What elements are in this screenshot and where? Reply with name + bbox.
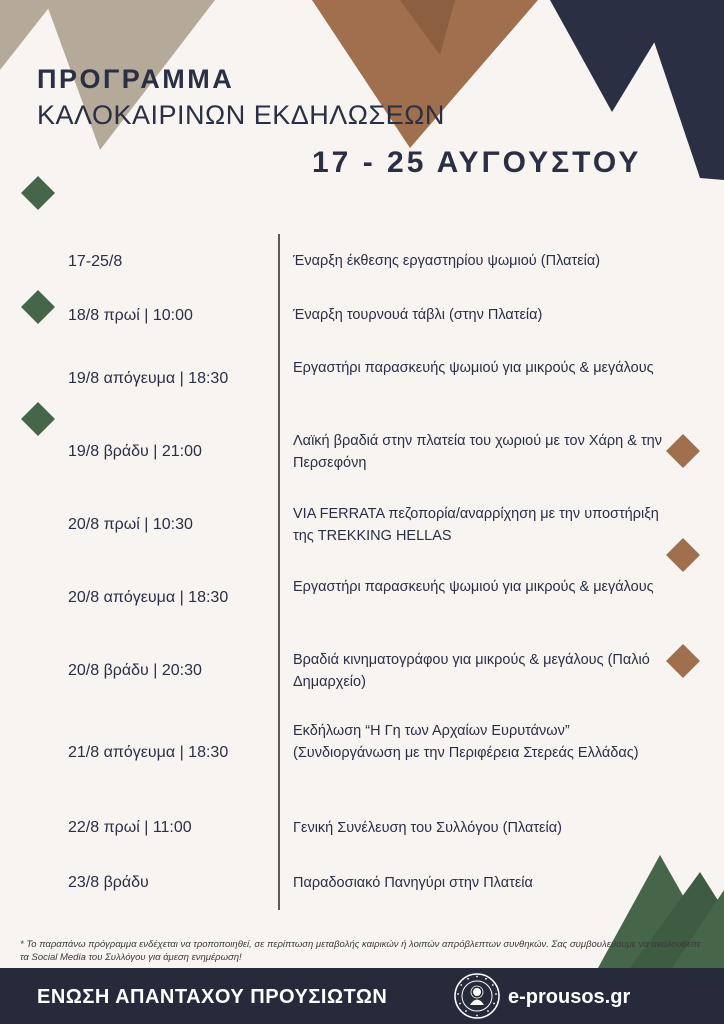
event-description: Παραδοσιακό Πανηγύρι στην Πλατεία xyxy=(293,875,533,891)
organization-name: ΕΝΩΣΗ ΑΠΑΝΤΑΧΟΥ ΠΡΟΥΣΙΩΤΩΝ xyxy=(37,986,388,1008)
event-description: Εργαστήρι παρασκευής ψωμιού για μικρούς & μεγάλους xyxy=(293,579,654,595)
event-description: Λαϊκή βραδιά στην πλατεία του χωριού με τον Χάρη & την Περσεφόνη xyxy=(293,433,662,471)
event-description: Βραδιά κινηματογράφου για μικρούς & μεγάλους (Παλιό Δημαρχείο) xyxy=(293,652,650,690)
program-dates: 17 - 25 ΑΥΓΟΥΣΤΟΥ xyxy=(312,146,642,179)
event-time: 20/8 απόγευμα | 18:30 xyxy=(68,589,229,606)
event-time: 21/8 απόγευμα | 18:30 xyxy=(68,744,229,761)
event-time: 20/8 βράδυ | 20:30 xyxy=(68,662,202,679)
event-description: Έναρξη έκθεσης εργαστηρίου ψωμιού (Πλατεία) xyxy=(293,253,601,269)
column-divider xyxy=(278,234,280,910)
program-subtitle: ΚΑΛΟΚΑΙΡΙΝΩΝ ΕΚΔΗΛΩΣΕΩΝ xyxy=(37,100,445,130)
footer-bar xyxy=(0,968,724,1024)
event-description: Γενική Συνέλευση του Συλλόγου (Πλατεία) xyxy=(293,820,562,836)
footnote: * Το παραπάνω πρόγραμμα ενδέχεται να τροποποιηθεί, σε περίπτωση μεταβολής καιρικών ή λοιπών απρόβλεπτων συνθηκών. Σας συμβουλεύουμε να ακολουθείτε τα Social Media του Συλλόγου για άμεση ενημέρωση! xyxy=(20,939,701,963)
association-seal-icon xyxy=(453,972,501,1020)
green-diamond xyxy=(21,176,55,210)
event-time: 19/8 απόγευμα | 18:30 xyxy=(68,370,229,387)
event-time: 20/8 πρωί | 10:30 xyxy=(68,516,193,533)
program-title: ΠΡΟΓΡΑΜΜΑ xyxy=(37,64,235,94)
event-time: 17-25/8 xyxy=(68,253,123,270)
navy-triangle-right xyxy=(640,0,724,180)
event-time: 19/8 βράδυ | 21:00 xyxy=(68,443,202,460)
event-description: Εκδήλωση “Η Γη των Αρχαίων Ευρυτάνων” (Συνδιοργάνωση με την Περιφέρεια Στερεάς Ελλάδας) xyxy=(293,723,639,761)
green-diamond xyxy=(21,290,55,324)
event-time: 22/8 πρωί | 11:00 xyxy=(68,819,192,836)
event-description: Έναρξη τουρνουά τάβλι (στην Πλατεία) xyxy=(293,307,543,323)
website-link[interactable]: e-prousos.gr xyxy=(508,986,631,1008)
event-time: 23/8 βράδυ xyxy=(68,874,149,891)
event-description: VIA FERRATA πεζοπορία/αναρρίχηση με την υποστήριξη της TREKKING HELLAS xyxy=(293,506,659,544)
green-diamond xyxy=(21,402,55,436)
event-time: 18/8 πρωί | 10:00 xyxy=(68,307,193,324)
taupe-triangle-left xyxy=(0,0,55,70)
event-description: Εργαστήρι παρασκευής ψωμιού για μικρούς & μεγάλους xyxy=(293,360,654,376)
